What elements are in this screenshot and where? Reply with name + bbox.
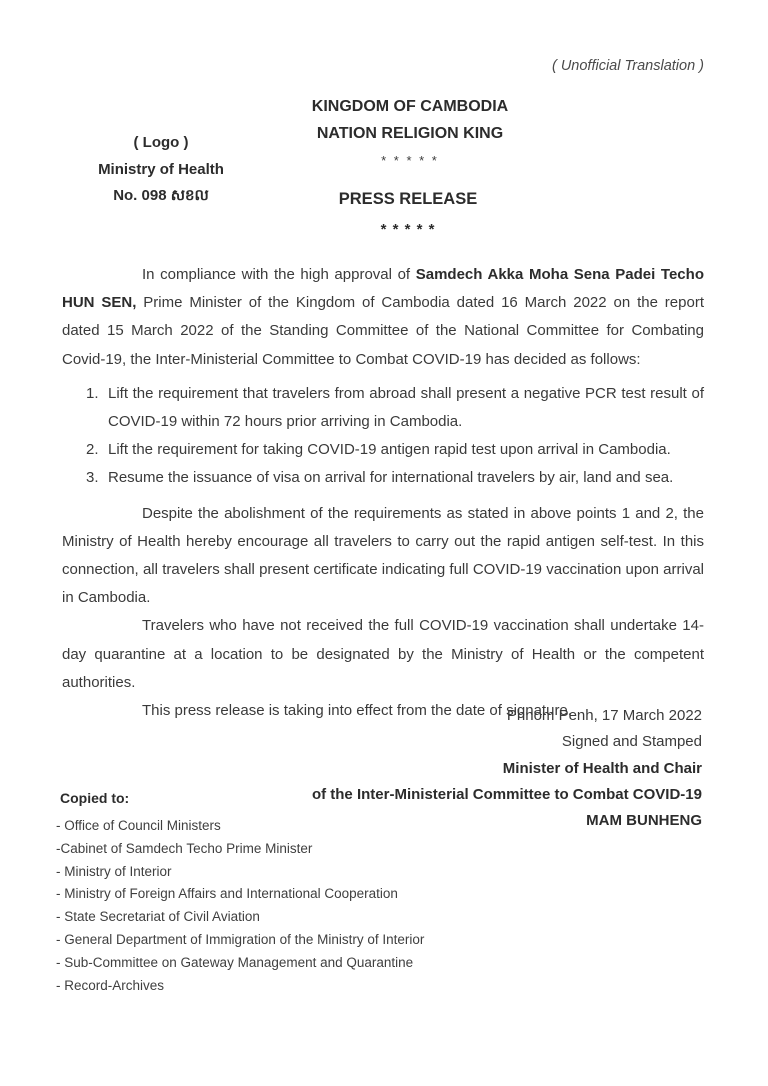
document-number: No. 098 សខល [113,187,209,204]
copied-to-item-8: - Record-Archives [56,977,165,993]
signatory-title-line1: Minister of Health and Chair [502,759,702,777]
copied-to-item-1: - Office of Council Ministers [56,818,221,833]
copied-to-item-5: - State Secretariat of Civil Aviation [56,909,260,925]
intro-text-prefix: In compliance with the high approval of [142,266,416,283]
list-number-1: 1. [86,384,99,402]
unofficial-translation-note: ( Unofficial Translation ) [551,58,704,74]
copied-to-item-7: - Sub-Committee on Gateway Management and Quarantine [56,954,414,970]
logo-placeholder: ( Logo ) [133,134,189,151]
paragraph-self-test: Despite the abolishment of the requirements as stated in above points 1 and 2, the Ministry of Health hereby encourage all travelers to carry out the rapid antigen self-test. In this connection, all travelers shall present certificate indicating full COVID-19 vaccination upon arrival in Cambodia. [62,504,704,607]
copied-to-item-3: - Ministry of Interior [56,863,172,879]
intro-text-suffix: Prime Minister of the Kingdom of Cambodia dated 16 March 2022 on the report dated 15 March 2022 of the Standing Committee of the National Committee for Combating Covid-19, the Inter-Ministerial Committee to Combat COVID-19 has decided as follows: [62,294,704,368]
list-item-2 [62,436,704,464]
list-item-3 [62,464,704,492]
paragraph-intro [62,261,704,374]
copied-to-item-4: - Ministry of Foreign Affairs and International Cooperation [56,886,398,902]
copied-to-label: Copied to: [60,790,130,806]
kingdom-title: KINGDOM OF CAMBODIA [311,98,509,115]
copied-to-item-2: -Cabinet of Samdech Techo Prime Minister [56,840,313,856]
copied-to-block [56,790,424,997]
list-text-2: Lift the requirement for taking COVID-19 antigen rapid test upon arrival in Cambodia. [108,441,671,459]
star-separator-top: * * * * * [381,153,439,168]
paragraph-quarantine: Travelers who have not received the full COVID-19 vaccination shall undertake 14-day quarantine at a location to be designated by the Ministry of Health or the competent authorities. [62,617,704,691]
list-text-3: Resume the issuance of visa on arrival for international travelers by air, land and sea. [108,469,674,487]
document-body [62,261,704,725]
ministry-name: Ministry of Health [98,160,224,178]
national-motto: NATION RELIGION KING [316,125,504,142]
star-separator-title: * * * * * [380,221,436,238]
list-item-1 [62,380,704,436]
paragraph-effective-date: This press release is taking into effect from the date of signature. [142,702,572,720]
list-text-1: Lift the requirement that travelers from abroad shall present a negative PCR test result of COVID-19 within 72 hours prior arriving in Cambodia. [108,384,704,431]
signatory-title-line2: of the Inter-Ministerial Committee to Combat COVID-19 [311,785,702,803]
signatory-name: MAM BUNHENG [586,812,702,830]
copied-to-item-6: - General Department of Immigration of the Ministry of Interior [56,931,425,947]
list-number-3: 3. [86,469,99,487]
decision-list [62,380,704,493]
document-title: PRESS RELEASE [338,190,478,208]
list-number-2: 2. [86,441,99,459]
signature-signed-stamped: Signed and Stamped [561,733,702,751]
prime-minister-name: Samdech Akka Moha Sena Padei Techo HUN SEN, [62,266,704,312]
signature-place-date: Phnom Penh, 17 March 2022 [506,707,702,724]
